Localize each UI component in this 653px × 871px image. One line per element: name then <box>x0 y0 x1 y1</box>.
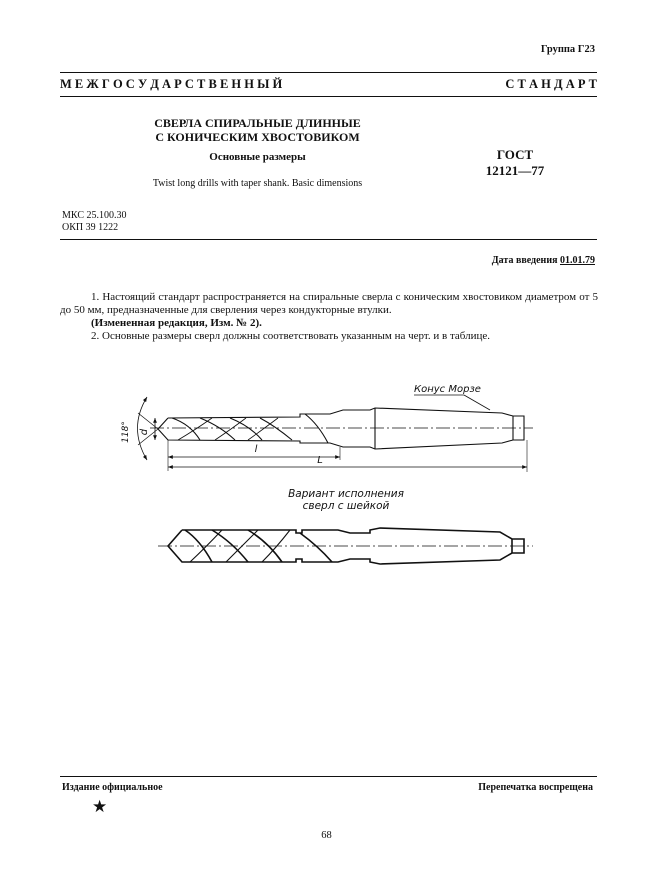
paragraph-1: 1. Настоящий стандарт распространяется на спиральные сверла с коническим хвостовиком диаметром от 5 до 50 мм, предназначенные для сверления через кондукторные втулки. <box>60 291 598 316</box>
star-icon: ★ <box>92 797 108 816</box>
document-title <box>60 116 455 144</box>
okp-code: ОКП 39 1222 <box>62 222 119 233</box>
group-label: Группа Г23 <box>540 44 595 55</box>
paragraph-2: 2. Основные размеры сверл должны соответствовать указанным на черт. и в таблице. <box>91 330 491 342</box>
official-edition-label: Издание официальное <box>62 782 163 793</box>
english-title: Twist long drills with taper shank. Basic dimensions <box>152 178 363 189</box>
variant-label-line2: сверл с шейкой <box>302 500 390 512</box>
gost-label: ГОСТ <box>496 147 534 162</box>
reprint-forbidden-label: Перепечатка воспрещена <box>478 782 593 793</box>
title-line-1: СВЕРЛА СПИРАЛЬНЫЕ ДЛИННЫЕ <box>154 116 361 130</box>
diameter-label: d <box>139 428 150 436</box>
banner-rule <box>60 96 597 97</box>
intro-date-value: 01.01.79 <box>560 255 595 266</box>
angle-arc <box>138 397 148 460</box>
morse-cone-label: Конус Морзе <box>414 384 481 395</box>
banner-word-standard: С Т А Н Д А Р Т <box>505 77 597 91</box>
amendment-note: (Измененная редакция, Изм. № 2). <box>91 317 262 329</box>
mks-code: МКС 25.100.30 <box>62 210 127 221</box>
drill-figure-1 <box>138 395 534 472</box>
drill-drawing <box>0 370 653 590</box>
standard-banner <box>60 77 597 92</box>
body-text <box>60 291 598 343</box>
variant-label-line1: Вариант исполнения <box>288 488 404 500</box>
flute-back-1 <box>178 418 278 440</box>
angle-label: 118° <box>121 421 131 443</box>
header-bottom-rule <box>60 239 597 240</box>
gost-designation <box>455 147 575 179</box>
drill-outline-1 <box>158 408 524 449</box>
introduction-date <box>492 255 595 266</box>
document-subtitle: Основные размеры <box>209 151 306 163</box>
top-rule <box>60 72 597 73</box>
title-line-2: С КОНИЧЕСКИМ ХВОСТОВИКОМ <box>155 130 360 144</box>
footer-rule <box>60 776 597 777</box>
morse-leader <box>464 395 490 410</box>
page-number: 68 <box>321 830 332 841</box>
intro-date-label: Дата введения <box>491 255 558 266</box>
length-l-label: l <box>254 444 258 455</box>
gost-number: 12121—77 <box>485 163 545 178</box>
banner-word-interstate: М Е Ж Г О С У Д А Р С Т В Е Н Н Ы Й <box>60 77 283 91</box>
classification-codes <box>62 210 126 234</box>
length-L-label: L <box>317 455 323 466</box>
drill-figure-2 <box>158 528 533 564</box>
